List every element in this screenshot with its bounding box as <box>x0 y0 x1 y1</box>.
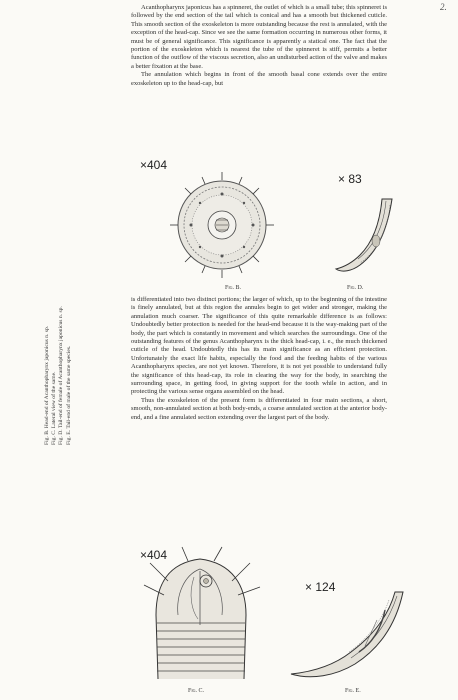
figure-d-illustration <box>330 195 410 280</box>
figure-c-illustration <box>138 545 268 685</box>
paragraph-4: Thus the exoskeleton of the present form is differentiated in four main sections, a short, smooth, non-annulated section at both body-ends, a coarse annulated section at the anterior body-end, and a fine annulated section extending over the largest part of the body. <box>131 396 387 421</box>
caption-b: Fig. B. Head-end of Acanthopharynx japonicus n. sp. <box>44 325 50 445</box>
top-text-block <box>131 4 387 88</box>
figure-b-magnification: ×404 <box>140 158 168 172</box>
page-number: 2. <box>440 2 447 12</box>
figure-c-label: Fig. C. <box>188 688 205 694</box>
caption-e: Fig. E. Tail-end of male of the same species. <box>65 345 72 445</box>
figure-c-magnification: ×404 <box>140 548 168 562</box>
figure-e-magnification: × 124 <box>305 580 336 594</box>
middle-text-block <box>131 296 387 422</box>
figure-b-label: Fig. B. <box>225 285 242 291</box>
paragraph-2: The annulation which begins in front of the smooth basal cone extends over the entire exoskeleton up to the head-cap, but <box>131 71 387 87</box>
figure-e-label: Fig. E. <box>345 688 361 694</box>
figure-e-illustration <box>285 590 410 685</box>
figure-b-illustration <box>150 170 300 280</box>
paragraph-3: is differentiated into two distinct portions; the larger of which, up to the beginning of the intestine is finely annulated, but at this region the annules begin to get wider and stronger, making the annulation much coarser. The significance of this quite remarkable difference is as follows: Undoubtedly better protection is needed for the head-end because it is the way-making part of the body, the part which is constantly in movement and which searches the surroundings. One of the outstanding features of the genus Acanthopharynx is the thick head-cap, i. e., the much thickened cuticle of the head. Undoubtedly this has its main significance as an efficient protection. Unfortunately the exact life habits, especially the food and the feeding habits of the various Acanthopharynx species, are not yet known. Therefore, it is not yet possible to understand fully the significance of this head-cap, its role in clearing the way for the body, in searching the surrounding space, in getting food, in giving support for the tooth while in action, and in protecting the various sense organs assembled on the head. <box>131 296 387 396</box>
figure-captions <box>44 255 104 445</box>
figure-d-label: Fig. D. <box>347 285 364 291</box>
figure-d-magnification: × 83 <box>338 172 362 186</box>
caption-c: Fig. C. Lateral view of the same. <box>51 371 58 445</box>
caption-d: Fig. D. Tail-end of female of Acanthopharynx japonicus n. sp. <box>58 306 65 445</box>
paragraph-1: Acanthopharynx japonicus has a spinneret, the outlet of which is a small tube; this spinneret is followed by the end section of the tail which is conical and has a smooth but thickened cuticle. This smooth section of the exoskeleton is more outstanding because the rest is annulated, with the exception of the head-cap. Since we see the same formation occurring in numerous other forms, it must be of general significance. This significance is apparently a statical one. The fact that the portion of the exoskeleton which is nearest the tube of the spinneret is stiff, permits a better function of the outflow of the viscous secretion, also an undisturbed action of the valve and makes a better fixation at the base. <box>131 4 387 70</box>
